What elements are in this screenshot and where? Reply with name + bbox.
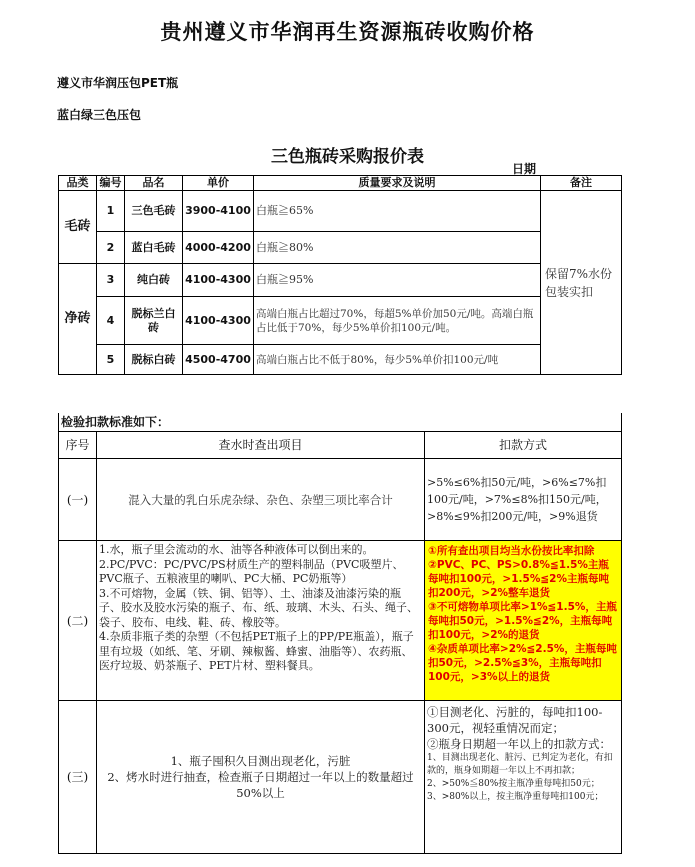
row-no: 3	[97, 264, 125, 297]
subtitle-pet: 遵义市华润压包PET瓶	[57, 76, 179, 90]
header-name: 品名	[125, 176, 183, 191]
header-no: 编号	[97, 176, 125, 191]
row-desc: 白瓶≧95%	[254, 264, 541, 297]
item-line: 1.水，瓶子里会流动的水、油等各种液体可以倒出来的。	[99, 543, 374, 556]
header-deduction: 扣款方式	[425, 432, 622, 459]
table-row	[59, 459, 622, 541]
deduction-line: ③不可熔物单项比率>1%≦1.5%，主瓶每吨扣50元，>1.5%≦2%，主瓶每吨扣100元，>2%的退货	[428, 601, 617, 641]
item-line: 3.不可熔物，金属（铁、铜、铝等）、土、油漆及油漆污染的瓶子、胶水及胶水污染的瓶子、布、纸、玻璃、木头、石头、绳子、袋子、胶布、电线、鞋、砖、橡胶等。	[99, 586, 418, 629]
table-row	[59, 345, 622, 375]
table-row	[59, 264, 622, 297]
item-line: 2.PC/PVC：PC/PVC/PS材质生产的塑料制品（PVC吸塑片、PVC瓶子、五粮液里的喇叭、PC大桶、PC奶瓶等）	[99, 557, 404, 585]
row-desc: 白瓶≧80%	[254, 232, 541, 264]
row-desc: 高端白瓶占比超过70%，每超5%单价加50元/吨。高端白瓶占比低于70%，每少5%单价扣100元/吨。	[254, 297, 541, 345]
row-item	[97, 701, 425, 854]
table-row	[59, 541, 622, 701]
header-item: 查水时查出项目	[97, 432, 425, 459]
deduction-line: ②PVC、PC、PS>0.8%≦1.5%主瓶每吨扣100元，>1.5%≦2%主瓶每吨扣200元，>2%整车退货	[428, 559, 609, 599]
deduction-line: 3、>80%以上，按主瓶净重每吨扣100元；	[427, 792, 604, 802]
row-name: 蓝白毛砖	[125, 232, 183, 264]
deduction-line: ②瓶身日期超一年以上的扣款方式：	[427, 737, 611, 751]
remark-cell: 保留7%水份包装实扣	[541, 191, 622, 375]
page-title: 贵州遵义市华润再生资源瓶砖收购价格	[160, 20, 535, 44]
price-table	[58, 175, 622, 375]
header-price: 单价	[183, 176, 254, 191]
item-line: 4.杂质非瓶子类的杂塑（不包括PET瓶子上的PP/PE瓶盖），瓶子里有垃圾（如纸、笔、牙刷、辣椒酱、蜂蜜、油脂等）、农药瓶、医疗垃圾、奶茶瓶子、PET片材、塑料餐具。	[99, 630, 414, 672]
header-remark: 备注	[541, 176, 622, 191]
row-name: 脱标兰白砖	[125, 297, 183, 345]
inspection-header	[59, 432, 622, 459]
header-category: 品类	[59, 176, 97, 191]
header-idx: 序号	[59, 432, 97, 459]
row-deduction	[425, 701, 622, 854]
category-maozhuan: 毛砖	[59, 191, 97, 264]
category-jingzhuan: 净砖	[59, 264, 97, 375]
row-name: 脱标白砖	[125, 345, 183, 375]
row-item: 混入大量的乳白乐虎杂绿、杂色、杂塑三项比率合计	[97, 459, 425, 541]
table-row	[59, 701, 622, 854]
row-name: 三色毛砖	[125, 191, 183, 232]
row-desc: 白瓶≧65%	[254, 191, 541, 232]
subtitle-three-color: 蓝白绿三色压包	[57, 108, 142, 122]
inspection-table	[58, 413, 622, 854]
table-row	[59, 232, 622, 264]
row-name: 纯白砖	[125, 264, 183, 297]
item-line: 2、烤水时进行抽查，检查瓶子日期超过一年以上的数量超过50%以上	[107, 770, 414, 800]
row-idx: (一)	[59, 459, 97, 541]
price-table-header	[59, 176, 622, 191]
table-row	[59, 191, 622, 232]
row-price: 4100-4300	[183, 297, 254, 345]
row-desc: 高端白瓶占比不低于80%，每少5%单价扣100元/吨	[254, 345, 541, 375]
deduction-line: ①目测老化、污脏的，每吨扣100-300元，视轻重情况而定；	[427, 705, 603, 735]
row-deduction-highlight	[425, 541, 622, 701]
row-no: 5	[97, 345, 125, 375]
row-price: 4000-4200	[183, 232, 254, 264]
header-quality: 质量要求及说明	[254, 176, 541, 191]
deduction-line: ①所有查出项目均当水份按比率扣除	[428, 545, 595, 557]
row-no: 1	[97, 191, 125, 232]
deduction-line: 1、目测出现老化、脏污、已判定为老化，有扣款的，瓶身如期超一年以上不再扣款；	[427, 753, 613, 776]
row-idx: (三)	[59, 701, 97, 854]
table-row	[59, 297, 622, 345]
row-idx: (二)	[59, 541, 97, 701]
row-price: 4500-4700	[183, 345, 254, 375]
row-price: 3900-4100	[183, 191, 254, 232]
row-no: 4	[97, 297, 125, 345]
table-title: 三色瓶砖采购报价表	[271, 147, 424, 167]
deduction-line: ④杂质单项比率>2%≦2.5%，主瓶每吨扣50元，>2.5%≦3%，主瓶每吨扣100元，>3%以上的退货	[428, 643, 617, 683]
deduction-line: 2、>50%≦80%按主瓶净重每吨扣50元；	[427, 779, 600, 789]
item-line: 1、瓶子囤积久目测出现老化，污脏	[170, 754, 351, 768]
date-label: 日期	[512, 162, 537, 176]
row-price: 4100-4300	[183, 264, 254, 297]
row-item	[97, 541, 425, 701]
inspection-section-title: 检验扣款标准如下：	[59, 413, 622, 432]
row-deduction: >5%≤6%扣50元/吨，>6%≤7%扣100元/吨，>7%≤8%扣150元/吨，>8%≤9%扣200元/吨，>9%退货	[425, 459, 622, 541]
row-no: 2	[97, 232, 125, 264]
